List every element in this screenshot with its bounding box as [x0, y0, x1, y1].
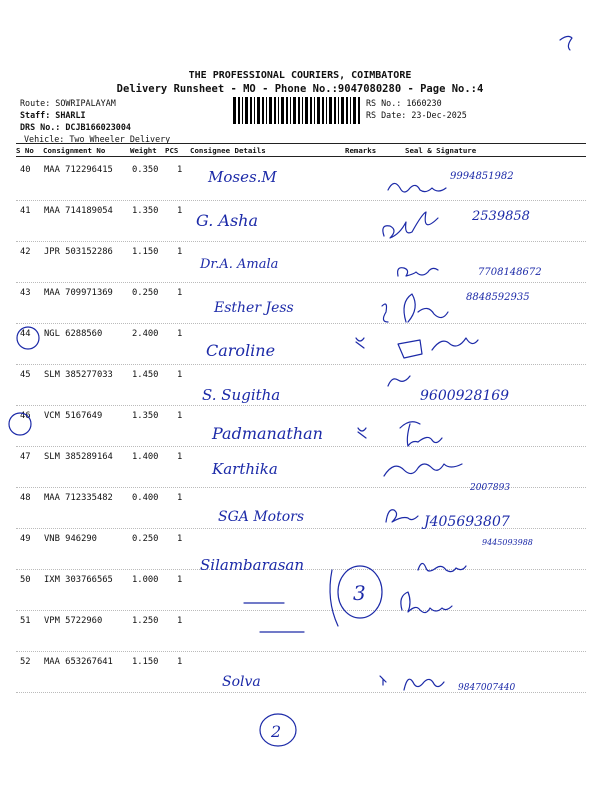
row-sno: 40 — [20, 165, 31, 175]
phone-hw-49: 9445093988 — [482, 538, 533, 547]
row-pcs: 1 — [177, 575, 183, 585]
row-weight: 1.450 — [132, 370, 159, 380]
consignee-hw-40: Moses.M — [208, 168, 277, 186]
row-pcs: 1 — [177, 329, 183, 339]
phone-hw-52: 9847007440 — [458, 683, 516, 693]
row-pcs: 1 — [177, 247, 183, 257]
row-sno: 45 — [20, 370, 31, 380]
consignee-hw-48: SGA Motors — [218, 509, 305, 525]
row-consignment: VNB 946290 — [44, 534, 97, 544]
col-consignment: Consignment No — [43, 146, 106, 155]
row-sno: 50 — [20, 575, 31, 585]
row-consignment: SLM 385289164 — [44, 452, 113, 462]
runsheet-subtitle: Delivery Runsheet - MO - Phone No.:9047080280 - Page No.:4 — [116, 83, 484, 95]
col-remarks: Remarks — [345, 146, 377, 155]
row-pcs: 1 — [177, 452, 183, 462]
corner-mark — [560, 36, 572, 50]
row-weight: 1.000 — [132, 575, 159, 585]
col-weight: Weight — [130, 146, 157, 155]
drs-number: DRS No.: DCJB166023004 — [20, 122, 131, 132]
row-weight: 0.400 — [132, 493, 159, 503]
signature-45 — [388, 376, 410, 386]
signature-50 — [401, 592, 452, 613]
signature-48 — [386, 510, 418, 522]
col-sno: S No — [16, 146, 34, 155]
sno-circle-46 — [9, 413, 31, 435]
row-pcs: 1 — [177, 534, 183, 544]
row-sno: 42 — [20, 247, 31, 257]
remark-mark-44 — [356, 338, 364, 348]
signature-47 — [384, 464, 462, 476]
row-weight: 0.350 — [132, 165, 159, 175]
row-consignment: NGL 6288560 — [44, 329, 103, 339]
row-pcs: 1 — [177, 411, 183, 421]
row-weight: 0.250 — [132, 288, 159, 298]
row-consignment: JPR 503152286 — [44, 247, 113, 257]
consignee-hw-49: Silambarasan — [200, 556, 304, 574]
consignee-hw-45: S. Sugitha — [202, 386, 281, 404]
row-consignment: MAA 714189054 — [44, 206, 113, 216]
consignee-hw-41: G. Asha — [196, 211, 258, 230]
phone-hw-42: 7708148672 — [478, 267, 542, 278]
remark-mark-52 — [380, 676, 386, 685]
row-consignment: MAA 709971369 — [44, 288, 113, 298]
row-consignment: MAA 712296415 — [44, 165, 113, 175]
phone-hw-40: 9994851982 — [450, 171, 514, 182]
row-sno: 49 — [20, 534, 31, 544]
signature-42 — [398, 268, 438, 276]
row-pcs: 1 — [177, 370, 183, 380]
phone-hw-47: 2007893 — [470, 483, 511, 493]
col-pcs: PCS — [165, 146, 179, 155]
signature-40 — [388, 183, 446, 192]
circle-note-3-text: 3 — [353, 581, 366, 605]
row-weight: 1.350 — [132, 411, 159, 421]
row-sno: 51 — [20, 616, 31, 626]
phone-hw-45: 9600928169 — [420, 388, 510, 404]
row-pcs: 1 — [177, 165, 183, 175]
consignee-hw-43: Esther Jess — [214, 300, 294, 316]
circle-note-2-text: 2 — [271, 722, 282, 741]
row-sno: 47 — [20, 452, 31, 462]
signature-41 — [383, 212, 438, 238]
consignee-hw-47: Karthika — [212, 460, 278, 478]
row-sno: 44 — [20, 329, 31, 339]
bracket-stroke — [330, 570, 338, 626]
row-sno: 43 — [20, 288, 31, 298]
row-pcs: 1 — [177, 206, 183, 216]
row-pcs: 1 — [177, 493, 183, 503]
col-seal: Seal & Signature — [405, 146, 477, 155]
phone-hw-43: 8848592935 — [466, 292, 530, 303]
row-pcs: 1 — [177, 657, 183, 667]
row-consignment: SLM 385277033 — [44, 370, 113, 380]
rs-date: RS Date: 23-Dec-2025 — [366, 110, 467, 120]
row-consignment: VCM 5167649 — [44, 411, 103, 421]
signature-43 — [382, 294, 448, 322]
row-pcs: 1 — [177, 288, 183, 298]
row-consignment: MAA 712335482 — [44, 493, 113, 503]
consignee-hw-46: Padmanathan — [212, 424, 323, 443]
col-consignee: Consignee Details — [190, 146, 266, 155]
row-sno: 48 — [20, 493, 31, 503]
row-weight: 1.400 — [132, 452, 159, 462]
consignee-hw-52: Solva — [222, 674, 261, 690]
row-weight: 1.250 — [132, 616, 159, 626]
vehicle-label: Vehicle: Two Wheeler Delivery — [24, 134, 171, 144]
signature-52 — [404, 679, 444, 690]
row-weight: 1.150 — [132, 657, 159, 667]
signature-46 — [400, 422, 442, 446]
signature-49 — [418, 563, 466, 571]
row-weight: 1.350 — [132, 206, 159, 216]
row-sno: 41 — [20, 206, 31, 216]
rs-number: RS No.: 1660230 — [366, 98, 442, 108]
row-weight: 0.250 — [132, 534, 159, 544]
consignee-hw-42: Dr.A. Amala — [200, 257, 279, 272]
row-consignment: MAA 653267641 — [44, 657, 113, 667]
sno-circle-44 — [17, 327, 39, 349]
row-sno: 52 — [20, 657, 31, 667]
staff-label: Staff: SHARLI — [20, 110, 86, 120]
remark-mark-46 — [358, 428, 366, 438]
consignee-hw-44: Caroline — [206, 341, 276, 360]
company-title: THE PROFESSIONAL COURIERS, COIMBATORE — [188, 70, 412, 81]
row-pcs: 1 — [177, 616, 183, 626]
route-label: Route: SOWRIPALAYAM — [20, 98, 116, 108]
row-sno: 46 — [20, 411, 31, 421]
phone-hw-41: 2539858 — [472, 209, 530, 224]
row-consignment: IXM 303766565 — [44, 575, 113, 585]
row-weight: 2.400 — [132, 329, 159, 339]
phone-hw-48: J405693807 — [424, 514, 510, 530]
row-consignment: VPM 5722960 — [44, 616, 103, 626]
row-weight: 1.150 — [132, 247, 159, 257]
signature-44 — [398, 338, 478, 358]
